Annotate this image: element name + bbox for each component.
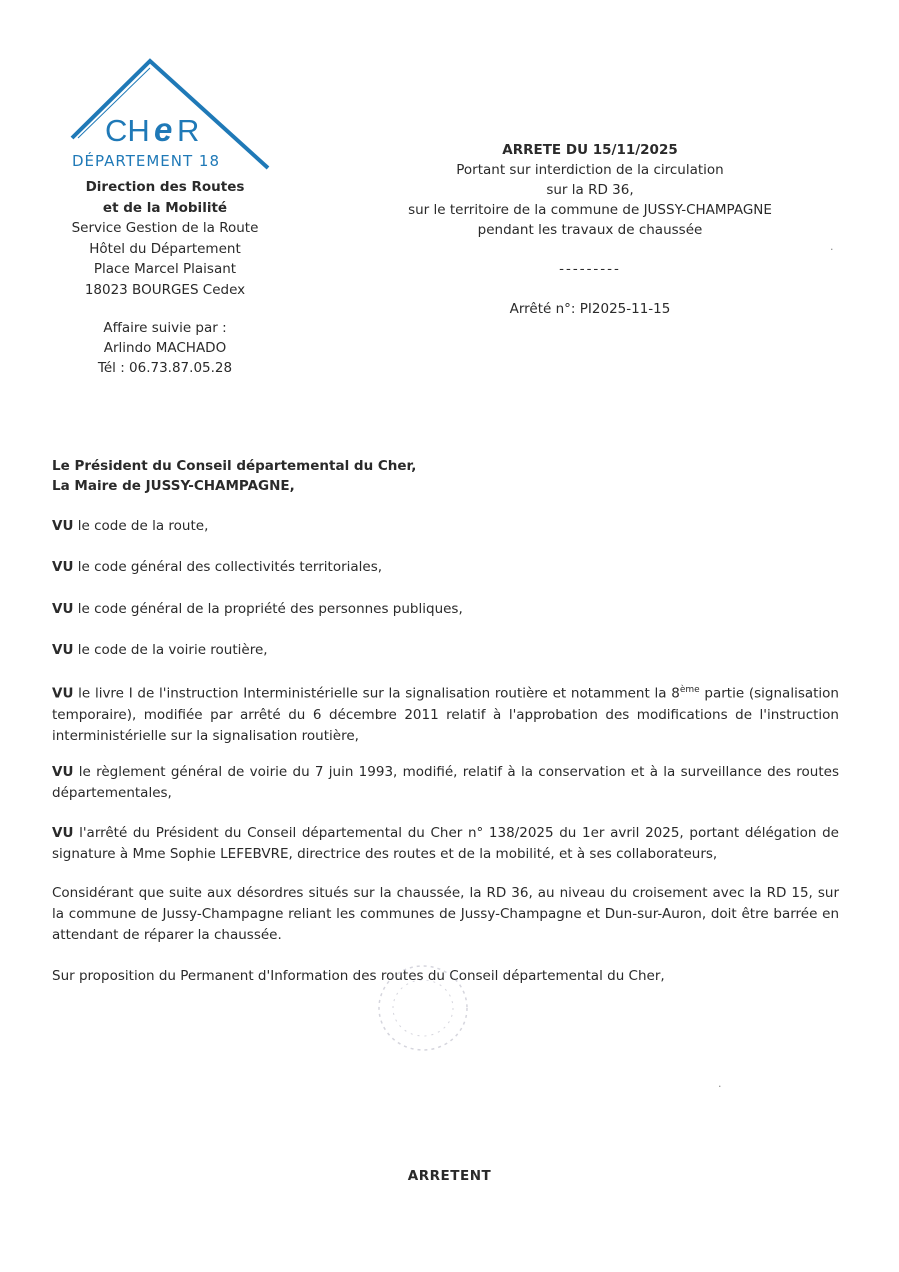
authorities bbox=[52, 456, 416, 496]
city-line: 18023 BOURGES Cedex bbox=[84, 281, 246, 298]
proposition-paragraph: Sur proposition du Permanent d'Information des routes du Conseil départemental du Cher, bbox=[52, 968, 665, 984]
stamp-mark bbox=[368, 958, 478, 1058]
sender-block bbox=[40, 177, 290, 300]
direction-line-1: Direction des Routes bbox=[85, 179, 245, 195]
scan-speck: · bbox=[718, 1080, 722, 1093]
place-line: Place Marcel Plaisant bbox=[93, 261, 237, 277]
separator: --------- bbox=[559, 261, 621, 277]
department-label: DÉPARTEMENT 18 bbox=[72, 152, 221, 170]
vu-label: VU bbox=[52, 601, 74, 617]
contact-name: Arlindo MACHADO bbox=[103, 340, 227, 356]
visa-text: le livre I de l'instruction Interministérielle sur la signalisation routière et notamment la 8 bbox=[78, 685, 680, 702]
vu-label: VU bbox=[52, 559, 74, 575]
svg-text:e: e bbox=[154, 111, 173, 148]
vu-label: VU bbox=[52, 518, 74, 534]
visa-text: le règlement général de voirie du 7 juin 1993, modifié, relatif à la conservation et à la surveillance des routes départementales, bbox=[52, 764, 839, 801]
svg-text:CH: CH bbox=[105, 113, 150, 148]
visa-paragraph bbox=[52, 640, 839, 661]
visa-text: le code général des collectivités territoriales, bbox=[77, 559, 383, 575]
heading-line-2: sur la RD 36, bbox=[546, 182, 634, 198]
direction-line-2: et de la Mobilité bbox=[102, 199, 228, 216]
arrete-heading bbox=[360, 140, 820, 240]
arrete-number: Arrêté n°: PI2025-11-15 bbox=[509, 301, 671, 317]
visa-paragraph bbox=[52, 762, 839, 804]
heading-line-4: pendant les travaux de chaussée bbox=[477, 222, 703, 238]
visa-paragraph bbox=[52, 557, 839, 578]
hotel-line: Hôtel du Département bbox=[89, 240, 241, 257]
visa-text: le code général de la propriété des personnes publiques, bbox=[77, 601, 463, 617]
authority-president: Le Président du Conseil départemental du Cher, bbox=[52, 458, 417, 474]
closing-arretent: ARRETENT bbox=[407, 1168, 492, 1184]
service-line: Service Gestion de la Route bbox=[71, 220, 259, 236]
visa-paragraph bbox=[52, 823, 839, 865]
contact-phone: Tél : 06.73.87.05.28 bbox=[97, 360, 233, 376]
visa-paragraph bbox=[52, 680, 839, 747]
visa-text: le code de la route, bbox=[77, 518, 209, 534]
heading-line-3: sur le territoire de la commune de JUSSY-CHAMPAGNE bbox=[408, 202, 772, 218]
visa-text: le code de la voirie routière, bbox=[77, 642, 268, 658]
visa-paragraph bbox=[52, 599, 839, 620]
svg-text:R: R bbox=[177, 113, 200, 148]
vu-label: VU bbox=[52, 764, 74, 780]
vu-label: VU bbox=[52, 685, 74, 702]
superscript: ème bbox=[679, 685, 700, 695]
contact-block bbox=[40, 318, 290, 378]
considerant-paragraph: Considérant que suite aux désordres situés sur la chaussée, la RD 36, au niveau du croisement avec la RD 15, sur la commune de Jussy-Champagne reliant les communes de Jussy-Champagne et Dun-sur-Auron, doit être barrée en attendant de réparer la chaussée. bbox=[52, 885, 839, 943]
visa-paragraph bbox=[52, 516, 839, 537]
scan-speck: · bbox=[830, 243, 834, 256]
visa-text: l'arrêté du Président du Conseil départemental du Cher n° 138/2025 du 1er avril 2025, portant délégation de signature à Mme Sophie LEFEBVRE, directrice des routes et de la mobilité, et à ses collaborateurs, bbox=[52, 825, 839, 862]
visa-text-cont: partie (signalisation temporaire), modifiée par arrêté du 6 décembre 2011 relatif à l'approbation des modifications de l'instruction interministérielle sur la signalisation routière, bbox=[52, 685, 839, 744]
vu-label: VU bbox=[52, 825, 74, 841]
heading-line-1: Portant sur interdiction de la circulation bbox=[456, 162, 724, 178]
followed-by-label: Affaire suivie par : bbox=[103, 320, 227, 336]
arrete-title: ARRETE DU 15/11/2025 bbox=[502, 142, 678, 158]
vu-label: VU bbox=[52, 642, 74, 658]
authority-maire: La Maire de JUSSY-CHAMPAGNE, bbox=[52, 478, 295, 494]
